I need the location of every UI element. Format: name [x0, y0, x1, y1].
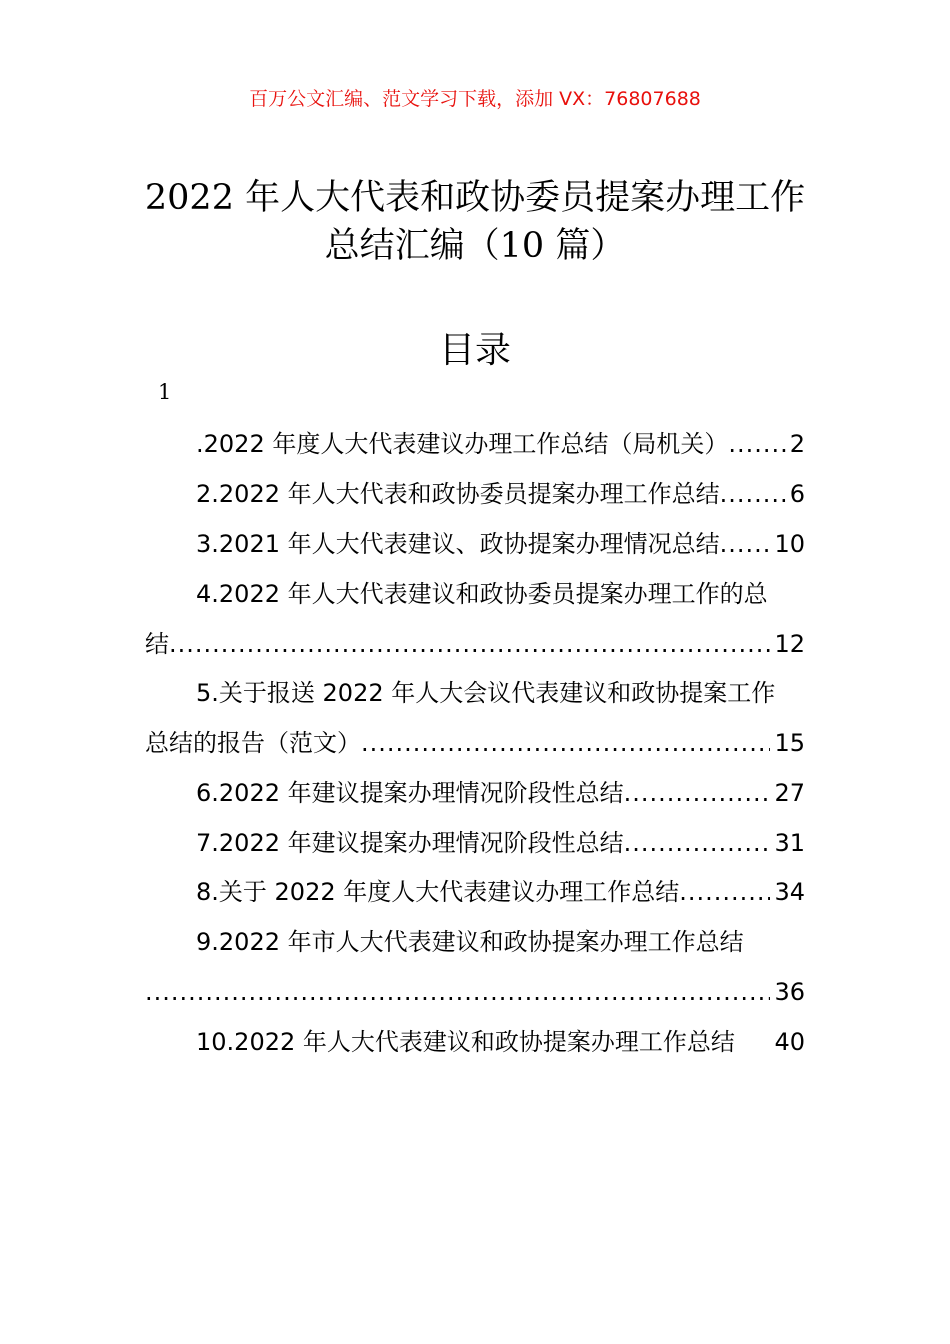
toc-entry-title: .2022 年度人大代表建议办理工作总结（局机关） — [196, 430, 729, 458]
toc-entry-1[interactable] — [196, 424, 805, 464]
document-title-line2: 总结汇编（10 篇） — [324, 226, 626, 266]
toc-entry-10[interactable] — [196, 1022, 805, 1062]
toc-entry-5[interactable] — [196, 673, 805, 713]
toc-entry-page: 12 — [774, 630, 805, 658]
header-note: 百万公文汇编、范文学习下载，添加 VX：76807688 — [249, 88, 701, 110]
toc-entry-page: 31 — [774, 829, 805, 857]
toc-leader-dots — [169, 624, 770, 664]
toc-entry-page: 27 — [774, 779, 805, 807]
toc-entry-title: 8.关于 2022 年度人大代表建议办理工作总结 — [196, 878, 680, 906]
toc-entry-9-continuation[interactable] — [145, 972, 805, 1012]
toc-entry-8[interactable] — [196, 872, 805, 912]
toc-leader-dots — [728, 424, 785, 464]
toc-entry-title: 5.关于报送 2022 年人大会议代表建议和政协提案工作 — [196, 679, 776, 707]
toc-entry-7[interactable] — [196, 823, 805, 863]
toc-leader-dots — [361, 723, 770, 763]
toc-leader-dots — [624, 823, 771, 863]
toc-entry-3[interactable] — [196, 524, 805, 564]
toc-entry-page: 34 — [774, 878, 805, 906]
toc-entry-page: 2 — [789, 430, 805, 458]
toc-entry-title: 6.2022 年建议提案办理情况阶段性总结 — [196, 779, 624, 807]
toc-entry-title: 9.2022 年市人大代表建议和政协提案办理工作总结 — [196, 928, 744, 956]
toc-entry-page: 40 — [774, 1028, 805, 1056]
toc-leader-dots — [679, 872, 770, 912]
toc-entry-page: 10 — [774, 530, 805, 558]
toc-entry-title: 7.2022 年建议提案办理情况阶段性总结 — [196, 829, 624, 857]
toc-entry-page: 6 — [789, 480, 805, 508]
toc-heading: 目录 — [438, 330, 511, 371]
toc-leader-dots — [624, 773, 771, 813]
toc-entry-title: 2.2022 年人大代表和政协委员提案办理工作总结 — [196, 480, 720, 508]
toc-entry-5-continuation[interactable] — [145, 723, 805, 763]
toc-entry-page: 36 — [774, 978, 805, 1006]
toc-entry-2[interactable] — [196, 474, 805, 514]
toc-leader-dots — [720, 524, 771, 564]
toc-leader-dots — [735, 1022, 771, 1062]
toc-leader-dots — [145, 972, 770, 1012]
toc-entry-page: 15 — [774, 729, 805, 757]
toc-entry-title: 4.2022 年人大代表建议和政协委员提案办理工作的总 — [196, 580, 768, 608]
toc-entry-9[interactable] — [196, 922, 805, 962]
toc-leader-dots — [720, 474, 786, 514]
toc-entry-title: 10.2022 年人大代表建议和政协提案办理工作总结 — [196, 1028, 735, 1056]
toc-entry-title: 3.2021 年人大代表建议、政协提案办理情况总结 — [196, 530, 720, 558]
stray-number: 1 — [158, 380, 172, 404]
toc-entry-4-continuation[interactable] — [145, 624, 805, 664]
document-title-line1: 2022 年人大代表和政协委员提案办理工作 — [144, 178, 806, 218]
toc-entry-title-continuation: 结 — [145, 630, 169, 658]
toc-entry-6[interactable] — [196, 773, 805, 813]
toc-entry-4[interactable] — [196, 574, 805, 614]
toc-entry-title-continuation: 总结的报告（范文） — [145, 729, 361, 757]
